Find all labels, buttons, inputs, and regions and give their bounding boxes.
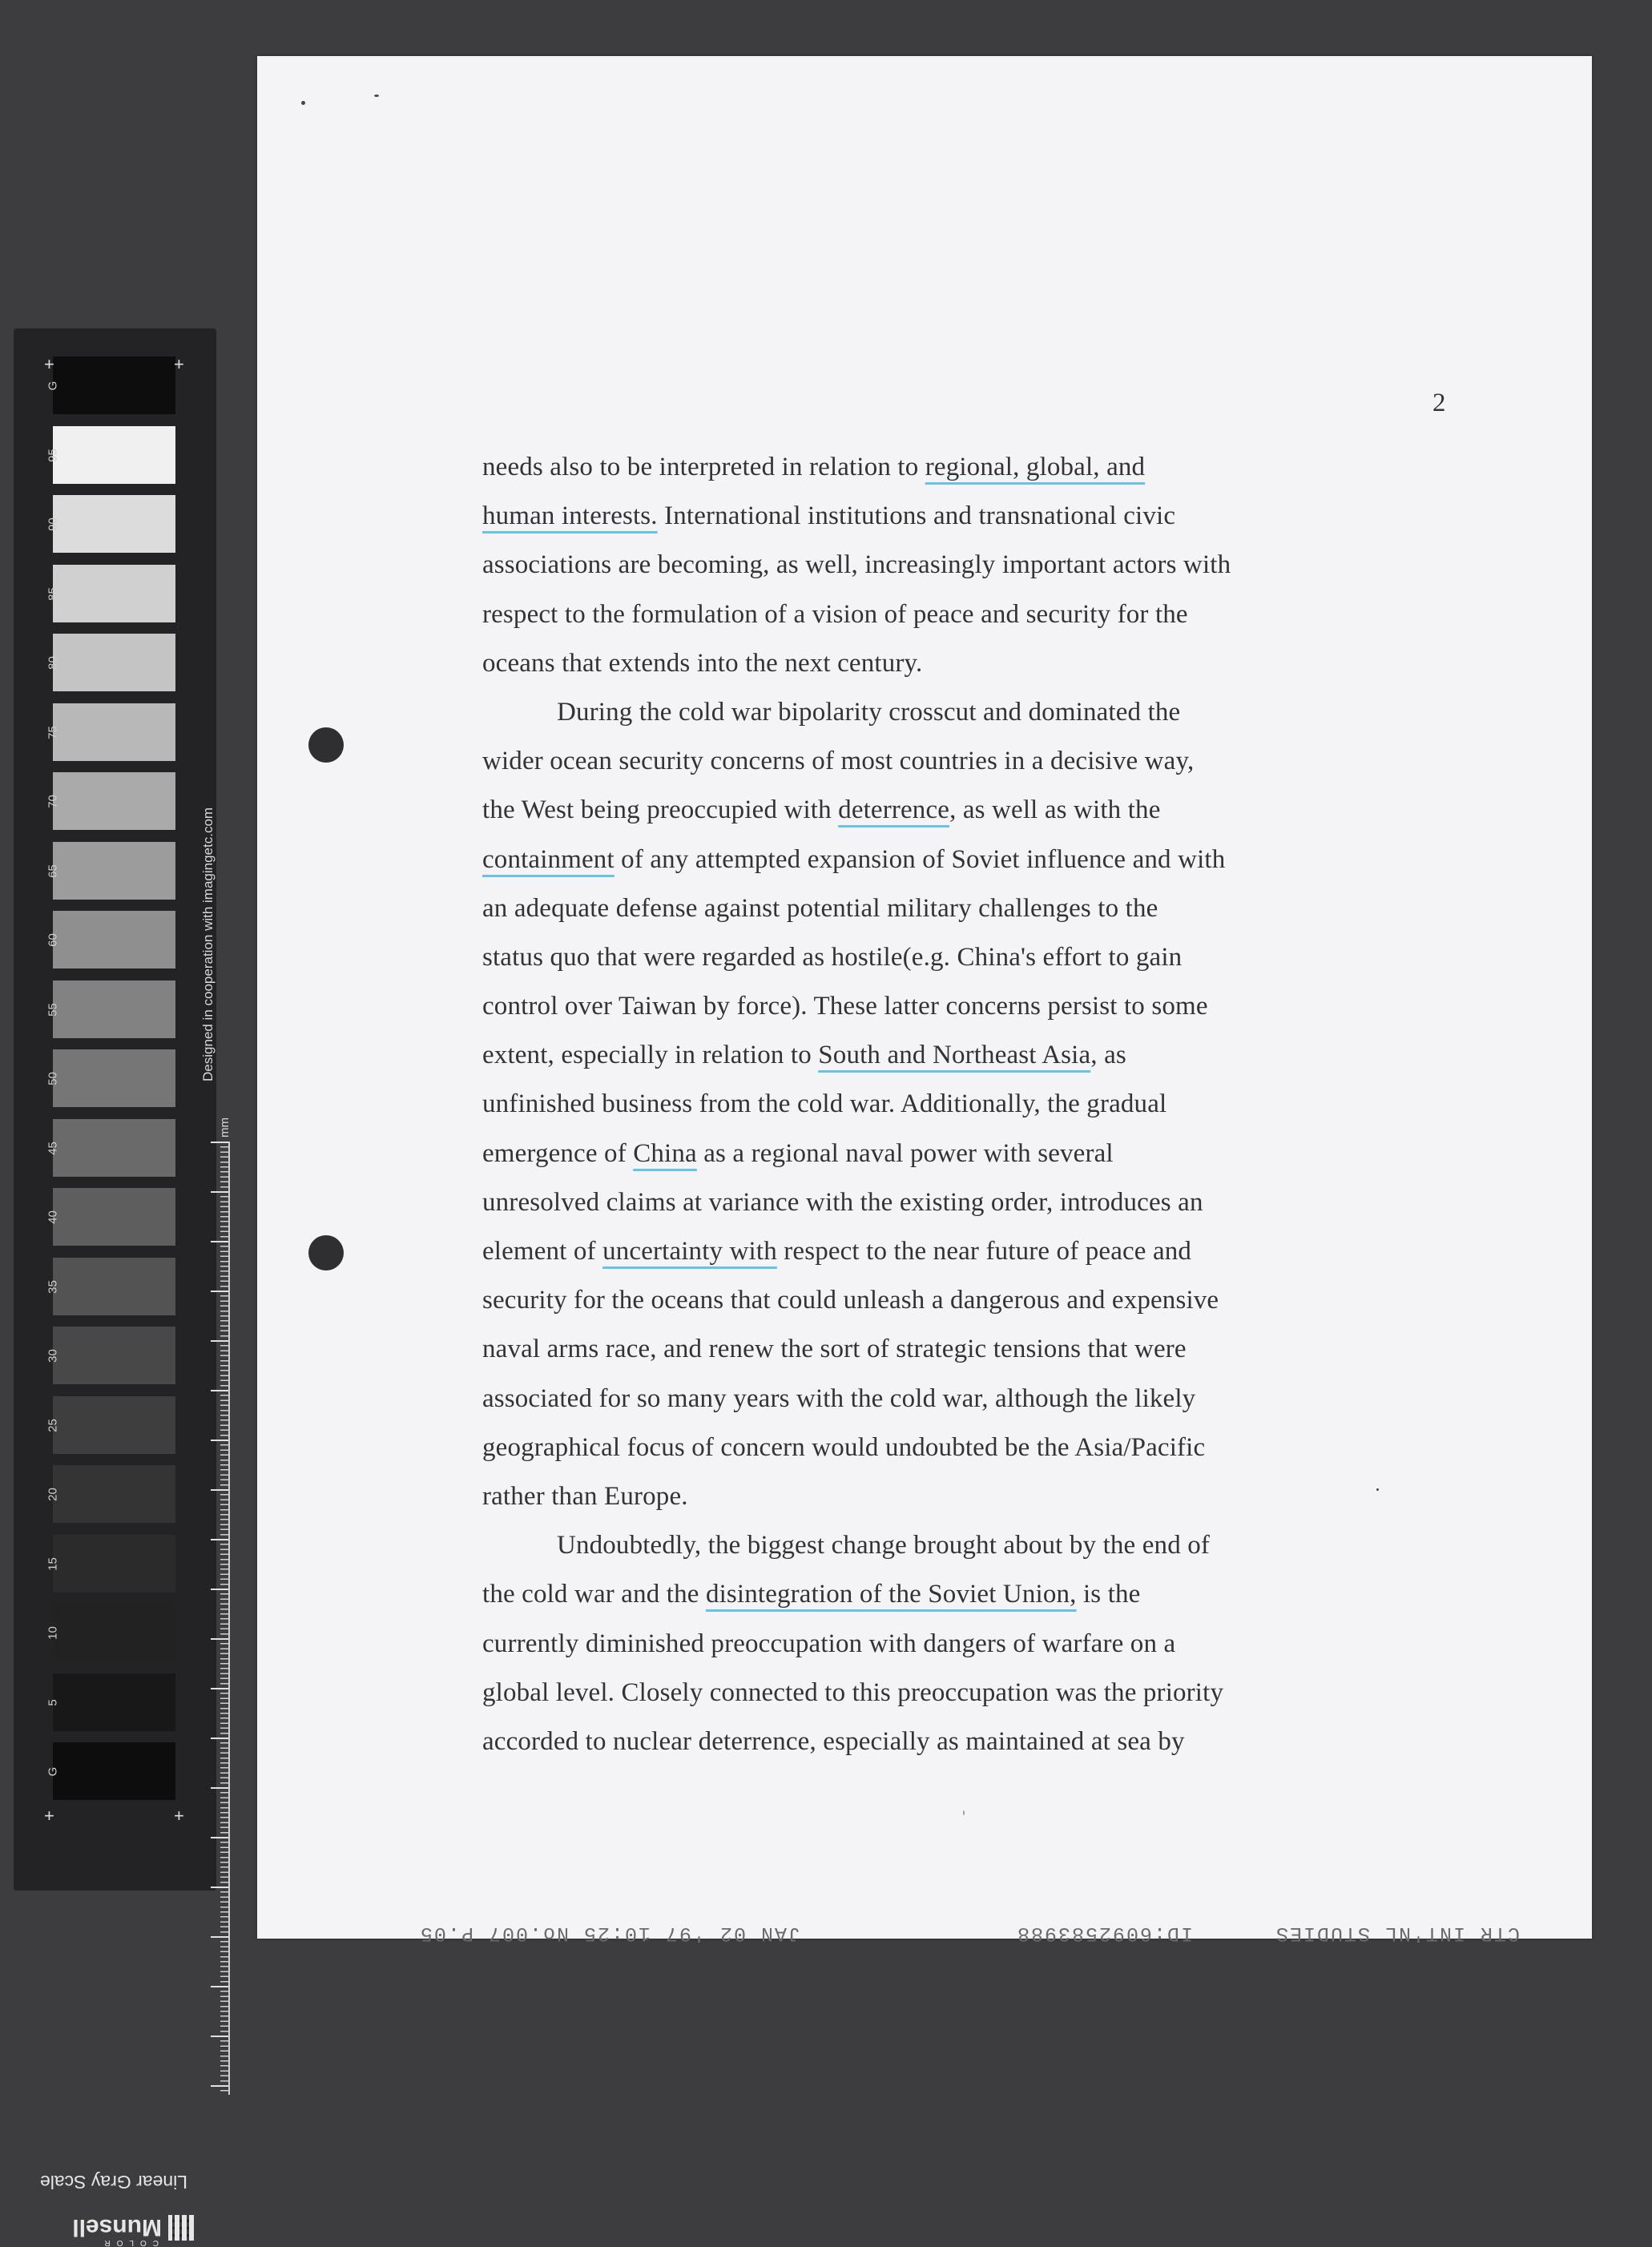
text-line — [482, 933, 1444, 982]
text-segment: associated for so many years with the cold war, although the likely — [482, 1383, 1196, 1413]
gray-patch-label: 50 — [46, 1072, 60, 1085]
gray-patch-label: 5 — [46, 1698, 60, 1706]
gray-patch — [53, 426, 175, 484]
highlighted-phrase: China — [633, 1138, 697, 1168]
gray-patch — [53, 911, 175, 968]
munsell-logo-name: Munsell — [72, 2214, 162, 2241]
gray-scale-card — [14, 328, 232, 2247]
gray-patch-label: 30 — [46, 1349, 60, 1363]
text-segment: status quo that were regarded as hostile(e.g. China's effort to gain — [482, 942, 1183, 972]
ruler-unit-label: mm — [218, 1117, 232, 1138]
gray-patch — [53, 1535, 175, 1593]
gray-patch — [53, 1604, 175, 1661]
binder-hole — [308, 727, 344, 763]
text-segment: the cold war and the — [482, 1580, 706, 1609]
munsell-logo-icon — [168, 2215, 194, 2241]
highlighted-phrase: deterrence — [838, 795, 950, 825]
text-line — [482, 1620, 1444, 1669]
gray-patch — [53, 1049, 175, 1107]
gray-patch — [53, 1465, 175, 1523]
text-segment: needs also to be interpreted in relation to — [482, 453, 925, 481]
text-line — [482, 1227, 1444, 1276]
text-line — [482, 1570, 1444, 1619]
text-segment: , as well as with the — [949, 795, 1161, 825]
text-segment: unresolved claims at variance with the existing order, introduces an — [482, 1187, 1203, 1217]
text-segment: International institutions and transnational civic — [657, 501, 1176, 531]
gray-patch-label: 75 — [46, 725, 60, 739]
fax-transmission-header — [257, 1916, 1592, 1945]
fax-sender: CTR INT'NL STUDIES — [1274, 1922, 1520, 1945]
text-line — [482, 1472, 1444, 1521]
munsell-logo — [58, 2207, 194, 2247]
gray-patch — [53, 1119, 175, 1177]
text-line — [482, 1521, 1444, 1570]
highlighted-phrase: human interests. — [482, 501, 658, 531]
text-segment: respect to the near future of peace and — [776, 1237, 1192, 1266]
gray-patch — [53, 1188, 175, 1246]
gray-patch — [53, 981, 175, 1038]
highlighted-phrase: regional, global, and — [925, 453, 1146, 481]
crosshair-mark: + — [44, 354, 54, 374]
text-segment: Undoubtedly, the biggest change brought about by the end of — [557, 1531, 1211, 1560]
gray-patch — [53, 1742, 175, 1800]
gray-patch-label: 85 — [46, 586, 60, 601]
text-line — [482, 1276, 1444, 1325]
gray-patch-label: 45 — [46, 1141, 60, 1155]
text-segment: is the — [1076, 1580, 1141, 1609]
gray-patch — [53, 565, 175, 622]
gray-scale-title: Linear Gray Scale — [39, 2172, 188, 2193]
text-segment: naval arms race, and renew the sort of strategic tensions that were — [482, 1335, 1187, 1364]
text-line — [482, 1178, 1444, 1227]
text-segment: element of — [482, 1237, 603, 1266]
text-segment: an adequate defense against potential military challenges to the — [482, 893, 1158, 923]
text-segment: emergence of — [482, 1138, 634, 1168]
mm-ruler-major-ticks — [211, 1142, 230, 2095]
text-line — [482, 1325, 1444, 1374]
gray-patch-label: 25 — [46, 1418, 60, 1432]
gray-patch-label: 80 — [46, 656, 60, 670]
text-line — [482, 541, 1444, 590]
crosshair-mark: + — [44, 1806, 54, 1826]
gray-patch-label: 40 — [46, 1210, 60, 1224]
text-line — [482, 1717, 1444, 1766]
gray-patch-label: 60 — [46, 933, 60, 947]
gray-patch — [53, 772, 175, 830]
text-segment: wider ocean security concerns of most countries in a decisive way, — [482, 747, 1195, 776]
text-line — [482, 884, 1444, 933]
text-line — [482, 1375, 1444, 1424]
text-segment: , as — [1090, 1041, 1126, 1070]
text-segment: security for the oceans that could unleash a dangerous and expensive — [482, 1286, 1219, 1315]
gray-patch-label: 90 — [46, 517, 60, 531]
gray-patch-label: 20 — [46, 1488, 60, 1501]
text-segment: accorded to nuclear deterrence, especially as maintained at sea by — [482, 1726, 1185, 1756]
text-line — [482, 836, 1444, 884]
text-line — [482, 443, 1444, 492]
gray-patch-label: 15 — [46, 1556, 60, 1571]
text-line — [482, 1130, 1444, 1178]
gray-patch — [53, 1396, 175, 1454]
text-segment: global level. Closely connected to this preoccupation was the priority — [482, 1677, 1224, 1707]
text-segment: geographical focus of concern would undoubted be the Asia/Pacific — [482, 1432, 1206, 1462]
text-line — [482, 1424, 1444, 1472]
document-body — [482, 443, 1444, 1766]
gray-patch-label: 70 — [46, 795, 60, 808]
text-segment: the West being preoccupied with — [482, 795, 839, 825]
paper-speck — [374, 95, 379, 97]
gray-patch-label: 10 — [46, 1626, 60, 1640]
gray-patch-label: 65 — [46, 864, 60, 878]
text-line — [482, 1080, 1444, 1129]
text-segment: rather than Europe. — [482, 1481, 688, 1511]
text-segment: associations are becoming, as well, increasingly important actors with — [482, 550, 1231, 580]
page-number: 2 — [1432, 389, 1446, 417]
gray-patch — [53, 703, 175, 761]
gray-patch — [53, 1258, 175, 1315]
text-line — [482, 786, 1444, 835]
gray-patch-label: 95 — [46, 448, 60, 462]
binder-hole — [308, 1235, 344, 1270]
text-segment: oceans that extends into the next century. — [482, 648, 923, 678]
text-line — [482, 492, 1444, 541]
gray-patch-label: 35 — [46, 1279, 60, 1294]
gray-patch — [53, 356, 175, 414]
document-page — [257, 56, 1592, 1945]
highlighted-phrase: disintegration of the Soviet Union, — [705, 1580, 1077, 1609]
text-line — [482, 982, 1444, 1031]
gray-patch — [53, 842, 175, 900]
text-segment: respect to the formulation of a vision of peace and security for the — [482, 599, 1188, 629]
crosshair-mark: + — [174, 1806, 184, 1826]
text-segment: extent, especially in relation to — [482, 1041, 819, 1070]
paper-speck — [963, 1810, 965, 1815]
gray-scale-credit: Designed in cooperation with imagingetc.com — [200, 807, 216, 1081]
gray-patch-label: G — [46, 381, 60, 391]
highlighted-phrase: South and Northeast Asia — [818, 1041, 1091, 1070]
fax-id: ID:6092583988 — [1015, 1922, 1193, 1945]
text-segment: unfinished business from the cold war. Additionally, the gradual — [482, 1089, 1167, 1119]
text-line — [482, 737, 1444, 786]
highlighted-phrase: uncertainty with — [602, 1237, 777, 1266]
mm-ruler-edge — [228, 1142, 230, 2095]
text-segment: During the cold war bipolarity crosscut and dominated the — [557, 697, 1181, 727]
gray-patch-label: G — [46, 1766, 60, 1777]
text-segment: control over Taiwan by force). These latter concerns persist to some — [482, 992, 1208, 1021]
gray-patch — [53, 495, 175, 553]
text-line — [482, 639, 1444, 688]
munsell-logo-sub: COLOR — [98, 2238, 159, 2247]
paper-speck — [301, 101, 305, 105]
text-segment: currently diminished preoccupation with dangers of warfare on a — [482, 1629, 1176, 1658]
highlighted-phrase: containment — [482, 844, 614, 874]
text-line — [482, 1031, 1444, 1080]
fax-date-page: JAN 02 '97 10:25 No.007 P.05 — [418, 1922, 800, 1945]
gray-patch-label: 55 — [46, 1002, 60, 1017]
crosshair-mark: + — [174, 354, 184, 374]
gray-patch — [53, 1673, 175, 1731]
gray-patch — [53, 1327, 175, 1384]
text-line — [482, 1669, 1444, 1717]
text-line — [482, 688, 1444, 737]
gray-patch — [53, 634, 175, 691]
text-line — [482, 590, 1444, 639]
text-segment: of any attempted expansion of Soviet influence and with — [614, 844, 1226, 874]
text-segment: as a regional naval power with several — [696, 1138, 1114, 1168]
